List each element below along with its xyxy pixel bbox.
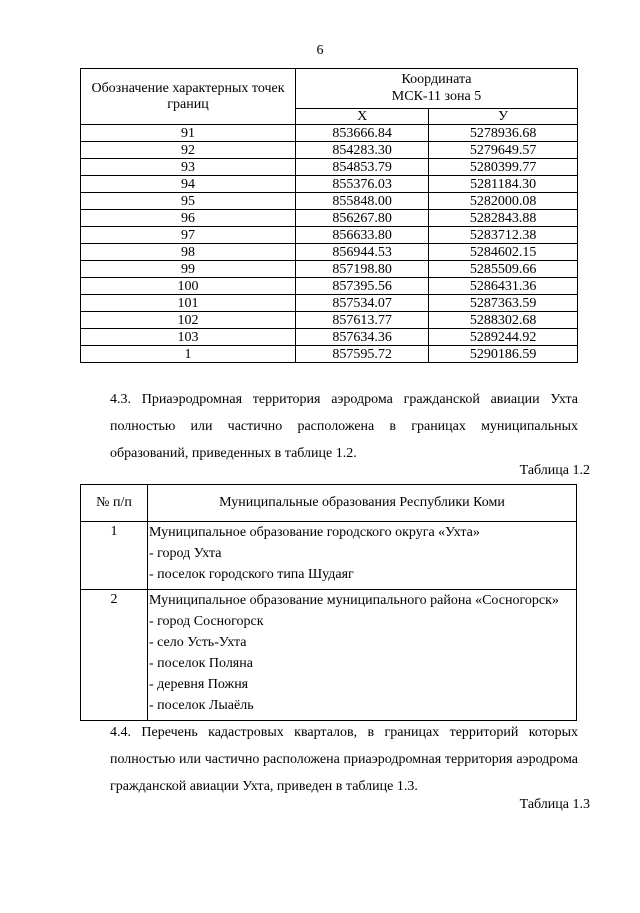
header-y: У (429, 108, 578, 124)
cell-point: 94 (81, 176, 296, 193)
cell-municipality (148, 522, 577, 590)
header-coordinate-title: Координата (401, 72, 472, 88)
cell-y: 5290186.59 (429, 346, 578, 363)
table-row (81, 261, 578, 278)
cell-point: 95 (81, 193, 296, 210)
municipality-line: - поселок Лыаёль (149, 698, 254, 713)
header-boundary-points: Обозначение характерных точек границ (81, 69, 296, 125)
cell-x: 853666.84 (296, 125, 429, 142)
table-row (81, 244, 578, 261)
cell-point: 96 (81, 210, 296, 227)
cell-y: 5278936.68 (429, 125, 578, 142)
table-row (81, 329, 578, 346)
header-municipalities: Муниципальные образования Республики Коми (148, 485, 577, 522)
table-row (81, 227, 578, 244)
table-row (81, 142, 578, 159)
cell-x: 857198.80 (296, 261, 429, 278)
cell-y: 5287363.59 (429, 295, 578, 312)
cell-point: 92 (81, 142, 296, 159)
municipality-line: - город Сосногорск (149, 614, 264, 629)
cell-y: 5282000.08 (429, 193, 578, 210)
municipality-line: Муниципальное образование городского округа «Ухта» (149, 525, 480, 540)
cell-point: 91 (81, 125, 296, 142)
table-row (81, 159, 578, 176)
coordinates-table (80, 68, 578, 363)
table-row (81, 522, 577, 590)
cell-y: 5284602.15 (429, 244, 578, 261)
cell-y: 5281184.30 (429, 176, 578, 193)
paragraph-4-4: 4.4. Перечень кадастровых кварталов, в границах территорий которых полностью или частично расположена приаэродромная территория аэродрома гражданской авиации Ухта, приведен в таблице 1.3. (110, 725, 578, 794)
cell-municipality (148, 590, 577, 721)
cell-y: 5289244.92 (429, 329, 578, 346)
header-coordinate-system: МСК-11 зона 5 (391, 89, 482, 105)
paragraph-4-3: 4.3. Приаэродромная территория аэродрома гражданской авиации Ухта полностью или частично расположена в границах муниципальных образований, приведенных в таблице 1.2. (110, 392, 578, 461)
cell-x: 855848.00 (296, 193, 429, 210)
municipalities-table (80, 484, 577, 721)
cell-x: 855376.03 (296, 176, 429, 193)
cell-point: 101 (81, 295, 296, 312)
municipality-line: Муниципальное образование муниципального района «Сосногорск» (149, 593, 559, 608)
cell-row-number: 2 (81, 590, 148, 721)
cell-x: 854283.30 (296, 142, 429, 159)
cell-point: 100 (81, 278, 296, 295)
cell-x: 857534.07 (296, 295, 429, 312)
table-row (81, 210, 578, 227)
cell-x: 856633.80 (296, 227, 429, 244)
cell-x: 854853.79 (296, 159, 429, 176)
cell-row-number: 1 (81, 522, 148, 590)
municipality-line: - город Ухта (149, 546, 222, 561)
cell-x: 857595.72 (296, 346, 429, 363)
table-row (81, 312, 578, 329)
table-row (81, 295, 578, 312)
cell-x: 857395.56 (296, 278, 429, 295)
table-row (81, 193, 578, 210)
table-row (81, 176, 578, 193)
municipality-line: - поселок Поляна (149, 656, 253, 671)
municipality-line: - поселок городского типа Шудаяг (149, 567, 354, 582)
table-row (81, 125, 578, 142)
header-x: X (296, 108, 429, 124)
table-row (81, 278, 578, 295)
cell-x: 856944.53 (296, 244, 429, 261)
cell-point: 99 (81, 261, 296, 278)
cell-y: 5283712.38 (429, 227, 578, 244)
table-1-3-caption: Таблица 1.3 (519, 797, 590, 812)
cell-point: 97 (81, 227, 296, 244)
cell-point: 1 (81, 346, 296, 363)
cell-y: 5282843.88 (429, 210, 578, 227)
table-row (81, 590, 577, 721)
table-1-2-caption: Таблица 1.2 (519, 463, 590, 478)
cell-x: 857634.36 (296, 329, 429, 346)
header-row-number: № п/п (81, 485, 148, 522)
cell-point: 98 (81, 244, 296, 261)
cell-y: 5285509.66 (429, 261, 578, 278)
cell-x: 856267.80 (296, 210, 429, 227)
table-row (81, 346, 578, 363)
cell-point: 103 (81, 329, 296, 346)
municipality-line: - деревня Пожня (149, 677, 249, 692)
cell-point: 102 (81, 312, 296, 329)
cell-y: 5286431.36 (429, 278, 578, 295)
cell-y: 5288302.68 (429, 312, 578, 329)
page-number: 6 (316, 43, 324, 58)
header-coordinate (296, 69, 578, 109)
cell-y: 5279649.57 (429, 142, 578, 159)
cell-y: 5280399.77 (429, 159, 578, 176)
cell-point: 93 (81, 159, 296, 176)
cell-x: 857613.77 (296, 312, 429, 329)
municipality-line: - село Усть-Ухта (149, 635, 247, 650)
